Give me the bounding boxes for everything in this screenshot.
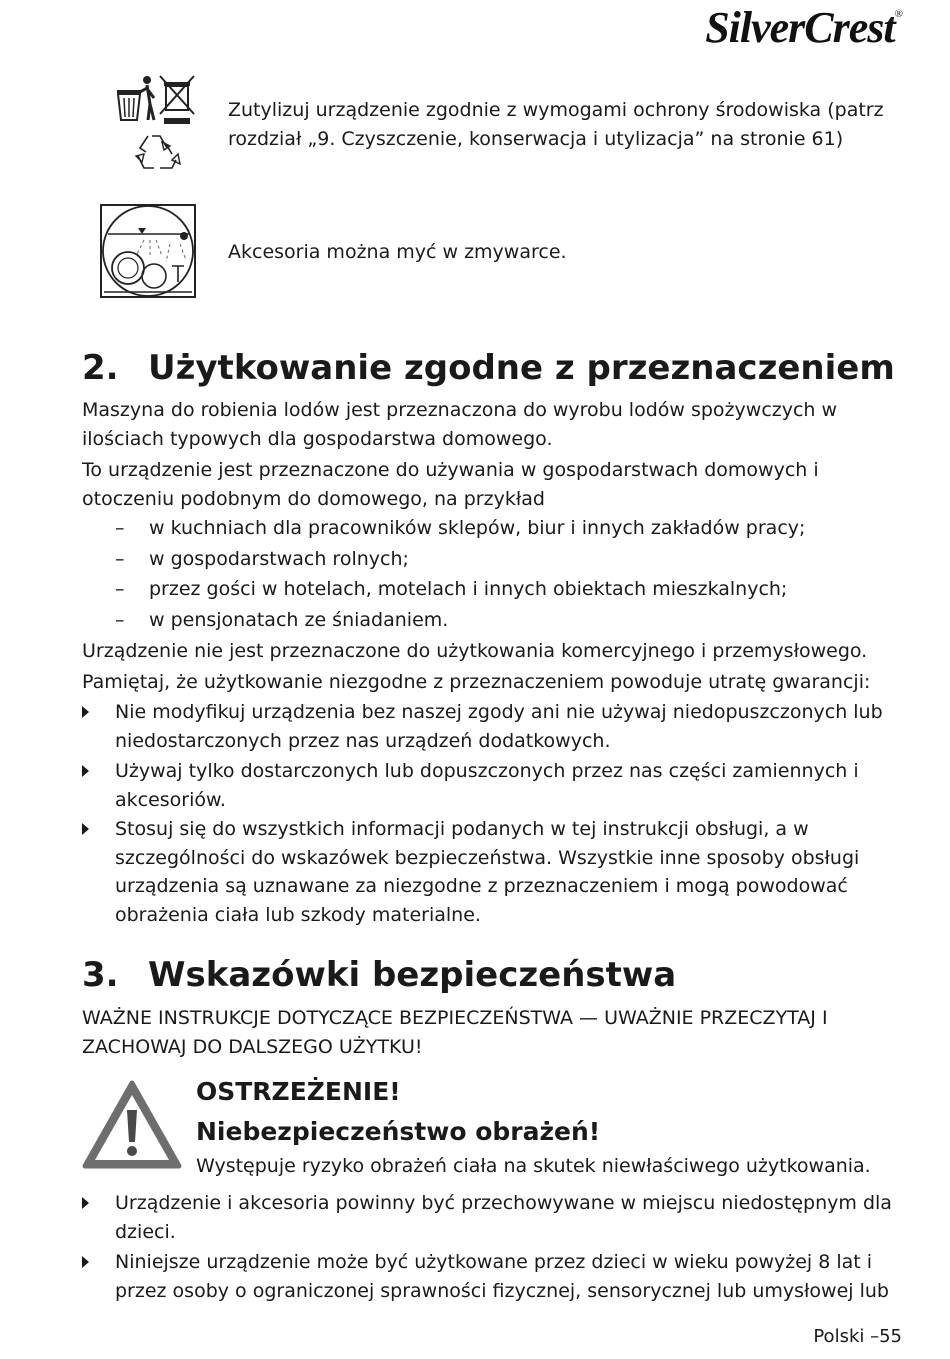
- bullet-arrow-icon: [82, 1256, 89, 1268]
- brand-name: SilverCrest: [705, 3, 895, 52]
- page-footer: Polski –55: [813, 1326, 902, 1347]
- section-number: 2.: [82, 348, 119, 388]
- bullet-text: Używaj tylko dostarczonych lub dopuszczonych przez nas części zamiennych i akcesoriów.: [115, 760, 859, 811]
- list-item-text: w pensjonatach ze śniadaniem.: [149, 609, 449, 631]
- bullet-item: [82, 698, 902, 755]
- section-2-para-1: Maszyna do robienia lodów jest przeznaczona do wyrobu lodów spożywczych w ilościach typowych dla gospodarstwa domowego.: [82, 399, 838, 450]
- section-2-para-3: Urządzenie nie jest przeznaczone do użytkowania komercyjnego i przemysłowego.: [82, 640, 868, 662]
- list-item: – w kuchniach dla pracowników sklepów, biur i innych zakładów pracy;: [115, 517, 806, 539]
- bullet-arrow-icon: [82, 823, 89, 835]
- bullet-item: [82, 1248, 902, 1305]
- disposal-recycle-icon: [112, 74, 196, 174]
- dishwasher-note: Akcesoria można myć w zmywarce.: [228, 241, 567, 263]
- list-item-text: przez gości w hotelach, motelach i innych obiektach mieszkalnych;: [149, 578, 788, 600]
- list-item: – w gospodarstwach rolnych;: [115, 548, 409, 570]
- section-title: Użytkowanie zgodne z przeznaczeniem: [148, 348, 895, 388]
- list-item: – przez gości w hotelach, motelach i innych obiektach mieszkalnych;: [115, 578, 788, 600]
- section-2-para-2: To urządzenie jest przeznaczone do używania w gospodarstwach domowych i otoczeniu podobnym do domowego, na przykład: [82, 459, 819, 510]
- bullet-item: [82, 1189, 902, 1246]
- bullet-text: Stosuj się do wszystkich informacji podanych w tej instrukcji obsługi, a w szczególności do wskazówek bezpieczeństwa. Wszystkie inne sposoby obsługi urządzenia są uznawane za niezgodne z przeznaczeniem i mogą powodować obrażenia ciała lub szkody materialne.: [115, 818, 860, 926]
- warning-triangle-icon: [82, 1080, 182, 1170]
- section-2-heading: [82, 348, 895, 388]
- dishwasher-safe-icon: [100, 204, 196, 298]
- disposal-note: Zutylizuj urządzenie zgodnie z wymogami ochrony środowiska (patrz rozdział „9. Czyszczenie, konserwacja i utylizacja” na stronie 61): [228, 99, 884, 150]
- brand-logo: [705, 2, 902, 53]
- bullet-item: [82, 815, 902, 929]
- bullet-arrow-icon: [82, 1197, 89, 1209]
- section-title: Wskazówki bezpieczeństwa: [148, 955, 677, 995]
- bullet-arrow-icon: [82, 706, 89, 718]
- bullet-arrow-icon: [82, 765, 89, 777]
- section-2-para-4: Pamiętaj, że użytkowanie niezgodne z przeznaczeniem powoduje utratę gwarancji:: [82, 671, 871, 693]
- list-item-text: w kuchniach dla pracowników sklepów, biur i innych zakładów pracy;: [149, 517, 806, 539]
- warning-text: Występuje ryzyko obrażeń ciała na skutek niewłaściwego użytkowania.: [196, 1155, 871, 1177]
- section-3-heading: [82, 955, 676, 995]
- bullet-text: Urządzenie i akcesoria powinny być przechowywane w miejscu niedostępnym dla dzieci.: [115, 1192, 892, 1243]
- section-number: 3.: [82, 955, 119, 995]
- bullet-item: [82, 757, 902, 814]
- warning-subtitle: Niebezpieczeństwo obrażeń!: [196, 1117, 601, 1146]
- brand-mark: ®: [894, 8, 902, 20]
- bullet-text: Nie modyfikuj urządzenia bez naszej zgody ani nie używaj niedopuszczonych lub niedostarczonych przez nas urządzeń dodatkowych.: [115, 701, 883, 752]
- safety-intro: WAŻNE INSTRUKCJE DOTYCZĄCE BEZPIECZEŃSTWA — UWAŻNIE PRZECZYTAJ I ZACHOWAJ DO DALSZEGO UŻYTKU!: [82, 1007, 828, 1058]
- list-item-text: w gospodarstwach rolnych;: [149, 548, 409, 570]
- bullet-text: Niniejsze urządzenie może być użytkowane przez dzieci w wieku powyżej 8 lat i przez osoby o ograniczonej sprawności fizycznej, sensorycznej lub umysłowej lub: [115, 1251, 889, 1302]
- warning-title: OSTRZEŻENIE!: [196, 1077, 401, 1106]
- list-item: – w pensjonatach ze śniadaniem.: [115, 609, 449, 631]
